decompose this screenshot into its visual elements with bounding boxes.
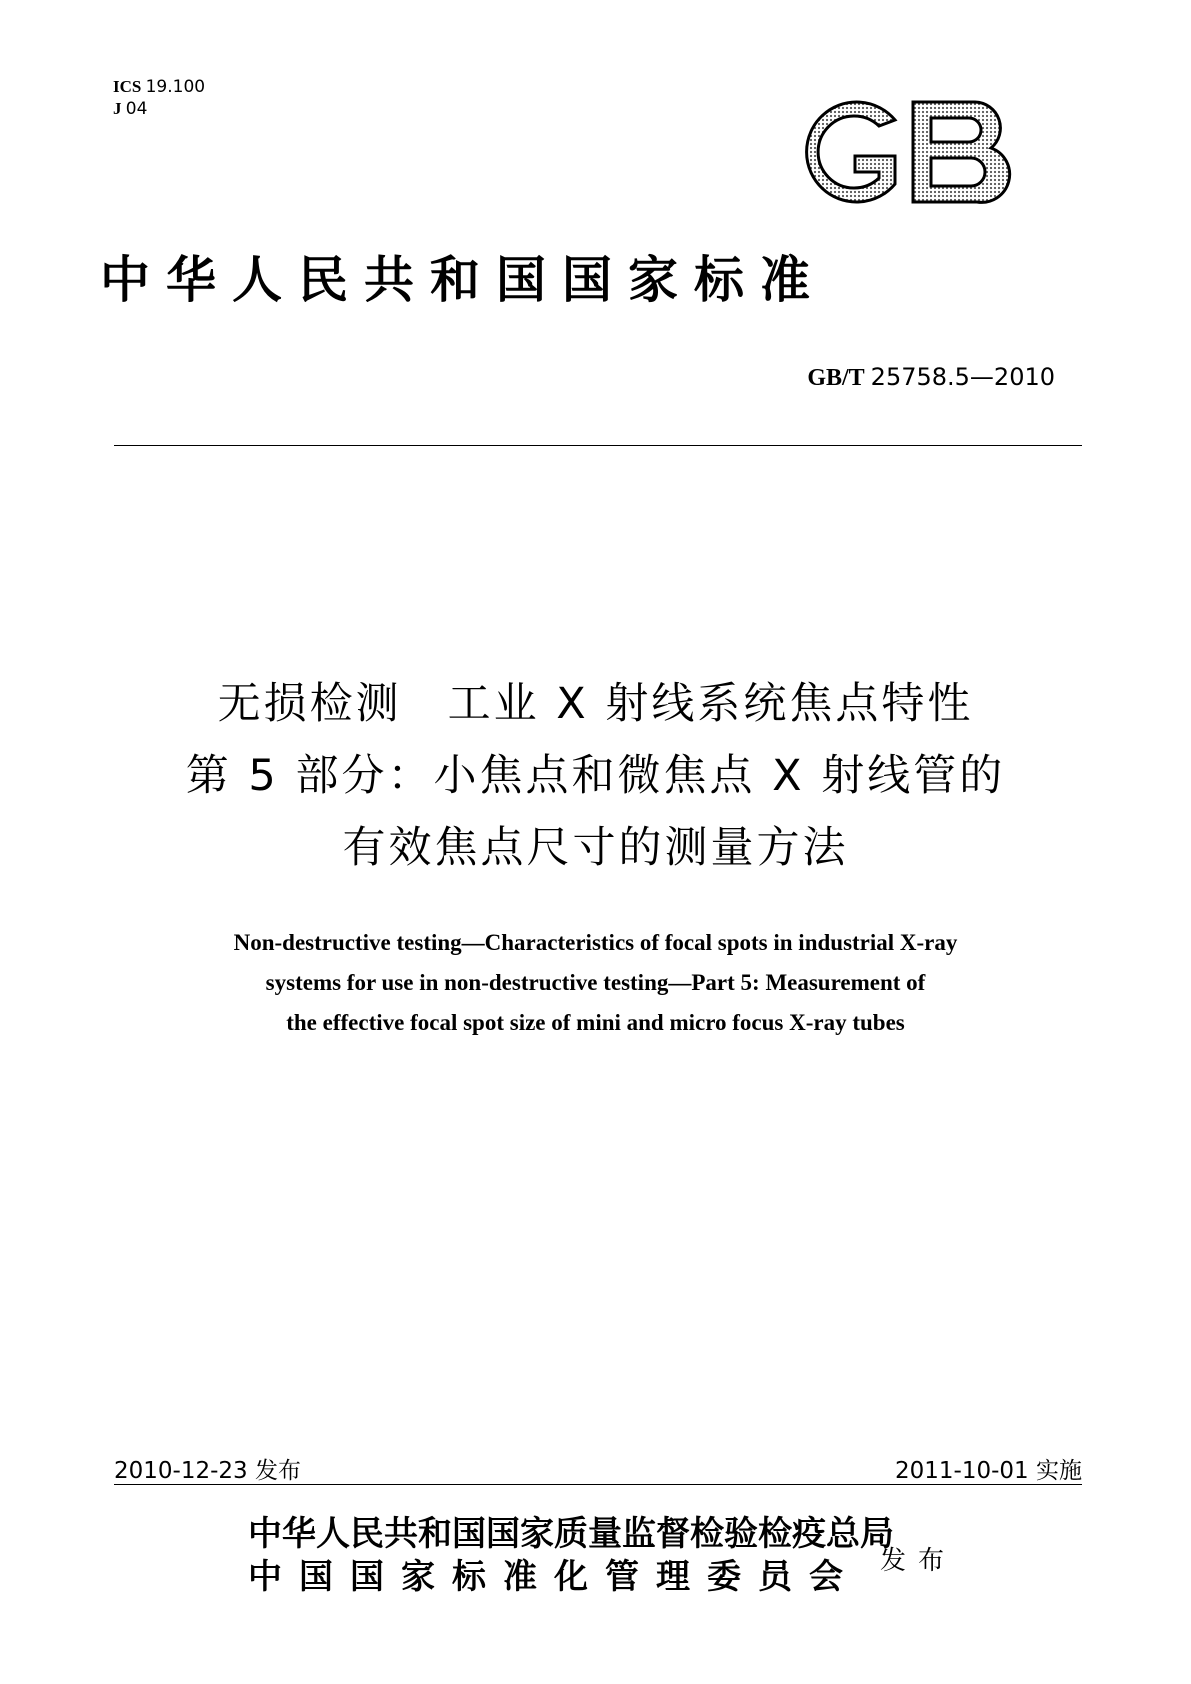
english-title-line-1: Non-destructive testing—Characteristics of focal spots in industrial X-ray [233, 930, 958, 955]
top-divider [114, 445, 1082, 446]
standard-heading: 中华人民共和国国家标准 [100, 252, 826, 308]
publish-label: 发布 [880, 1546, 957, 1576]
chinese-title [0, 668, 1191, 884]
bottom-divider [114, 1484, 1082, 1485]
implementation-date: 2011-10-01 实施 [895, 1458, 1082, 1484]
standard-number [807, 363, 1055, 392]
standard-number-value: 25758.5—2010 [870, 363, 1055, 391]
ics-label: ICS [113, 77, 142, 96]
chinese-title-line-2: 第 5 部分：小焦点和微焦点 X 射线管的 [185, 751, 1006, 801]
chinese-title-line-1: 无损检测 工业 X 射线系统焦点特性 [217, 679, 974, 729]
ccs-line [113, 98, 205, 120]
gb-logo-icon [785, 90, 1017, 214]
issuer-aqsiq: 中华人民共和国国家质量监督检验检疫总局 [248, 1516, 894, 1553]
ccs-label: J [113, 99, 122, 118]
ics-line [113, 76, 205, 98]
english-title [0, 923, 1191, 1043]
english-title-line-2: systems for use in non-destructive testing—Part 5: Measurement of [265, 970, 926, 995]
issue-date: 2010-12-23 发布 [114, 1458, 301, 1484]
chinese-title-line-3: 有效焦点尺寸的测量方法 [342, 823, 849, 873]
ics-code: 19.100 [145, 77, 206, 97]
classification-block [113, 76, 205, 120]
english-title-line-3: the effective focal spot size of mini and micro focus X-ray tubes [286, 1010, 905, 1035]
standard-number-prefix: GB/T [807, 365, 865, 391]
issuer-sac: 中国国家标准化管理委员会 [248, 1559, 860, 1596]
ccs-code: 04 [125, 99, 148, 119]
